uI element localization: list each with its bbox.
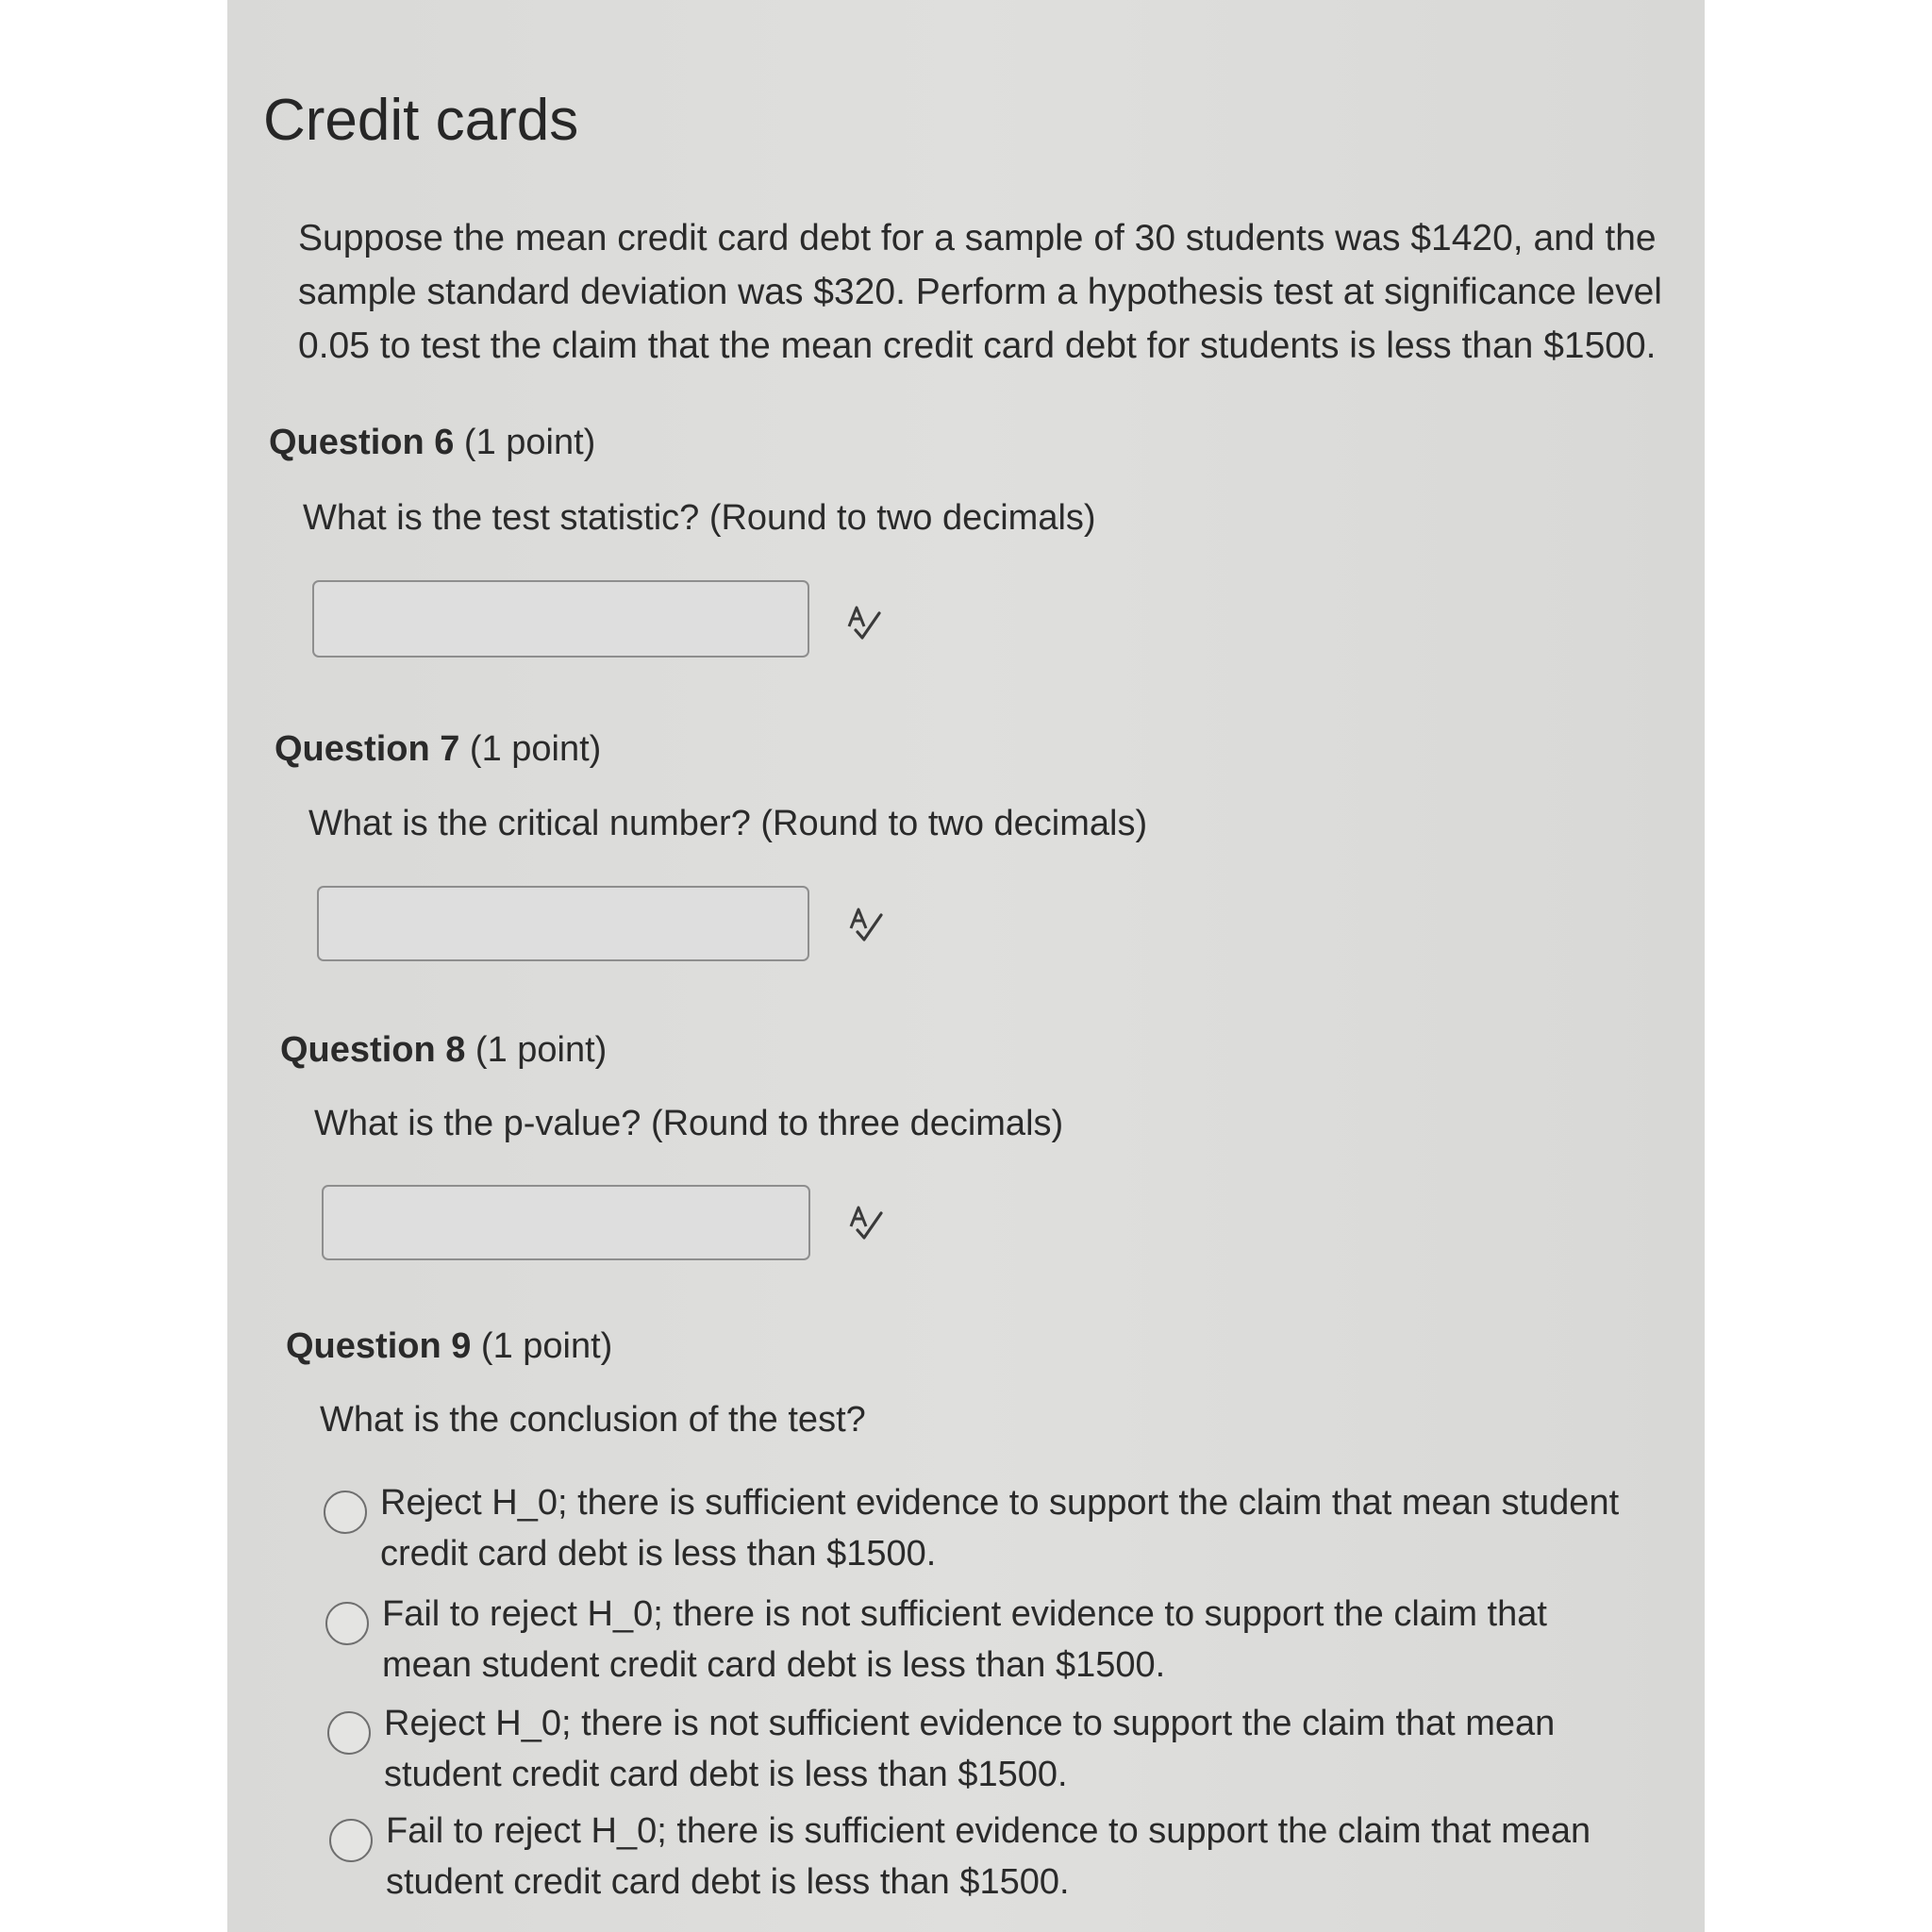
question-9-header bbox=[286, 1326, 612, 1367]
question-9-points: (1 point) bbox=[471, 1326, 613, 1366]
question-6-number: Question 6 bbox=[269, 423, 455, 462]
problem-statement: Suppose the mean credit card debt for a sample of 30 students was $1420, and the sample standard deviation was $320. Perform a hypothesis test at significance level 0.05 to test the claim that the mean credit card debt for students is less than $1500. bbox=[298, 218, 1662, 366]
answer-option-4[interactable] bbox=[329, 1806, 1650, 1907]
spellcheck-icon[interactable] bbox=[845, 1202, 887, 1243]
question-7-header bbox=[275, 729, 601, 770]
answer-option-1[interactable] bbox=[324, 1477, 1644, 1579]
question-6-header bbox=[269, 423, 595, 463]
option-label: Reject H_0; there is not sufficient evidence to support the claim that mean student credit card debt is less than $1500. bbox=[384, 1704, 1556, 1794]
question-6-text: What is the test statistic? (Round to two decimals) bbox=[303, 498, 1096, 538]
page-title: Credit cards bbox=[263, 88, 579, 153]
question-6-answer-input[interactable] bbox=[312, 580, 809, 658]
question-6-points: (1 point) bbox=[454, 423, 596, 462]
answer-option-3[interactable] bbox=[327, 1698, 1648, 1800]
question-8-header bbox=[280, 1030, 607, 1071]
spellcheck-icon[interactable] bbox=[845, 904, 887, 945]
question-8-text: What is the p-value? (Round to three decimals) bbox=[314, 1104, 1064, 1143]
question-8-answer-input[interactable] bbox=[322, 1185, 810, 1260]
option-label: Reject H_0; there is sufficient evidence to support the claim that mean student credit card debt is less than $1500. bbox=[380, 1483, 1620, 1574]
spellcheck-icon[interactable] bbox=[843, 602, 885, 643]
question-8-number: Question 8 bbox=[280, 1030, 466, 1070]
radio-button[interactable] bbox=[325, 1602, 369, 1645]
question-7-text: What is the critical number? (Round to two decimals) bbox=[308, 804, 1148, 843]
question-9-number: Question 9 bbox=[286, 1326, 472, 1366]
option-label: Fail to reject H_0; there is not sufficient evidence to support the claim that mean student credit card debt is less than $1500. bbox=[382, 1594, 1547, 1685]
question-9-text: What is the conclusion of the test? bbox=[320, 1400, 866, 1440]
question-8-points: (1 point) bbox=[465, 1030, 608, 1070]
radio-button[interactable] bbox=[324, 1491, 367, 1534]
question-7-number: Question 7 bbox=[275, 729, 460, 769]
radio-button[interactable] bbox=[329, 1819, 373, 1862]
radio-button[interactable] bbox=[327, 1711, 371, 1755]
quiz-page bbox=[227, 0, 1705, 1932]
answer-option-2[interactable] bbox=[325, 1589, 1646, 1690]
question-7-points: (1 point) bbox=[459, 729, 602, 769]
option-label: Fail to reject H_0; there is sufficient evidence to support the claim that mean student credit card debt is less than $1500. bbox=[386, 1811, 1591, 1902]
question-7-answer-input[interactable] bbox=[317, 886, 809, 961]
